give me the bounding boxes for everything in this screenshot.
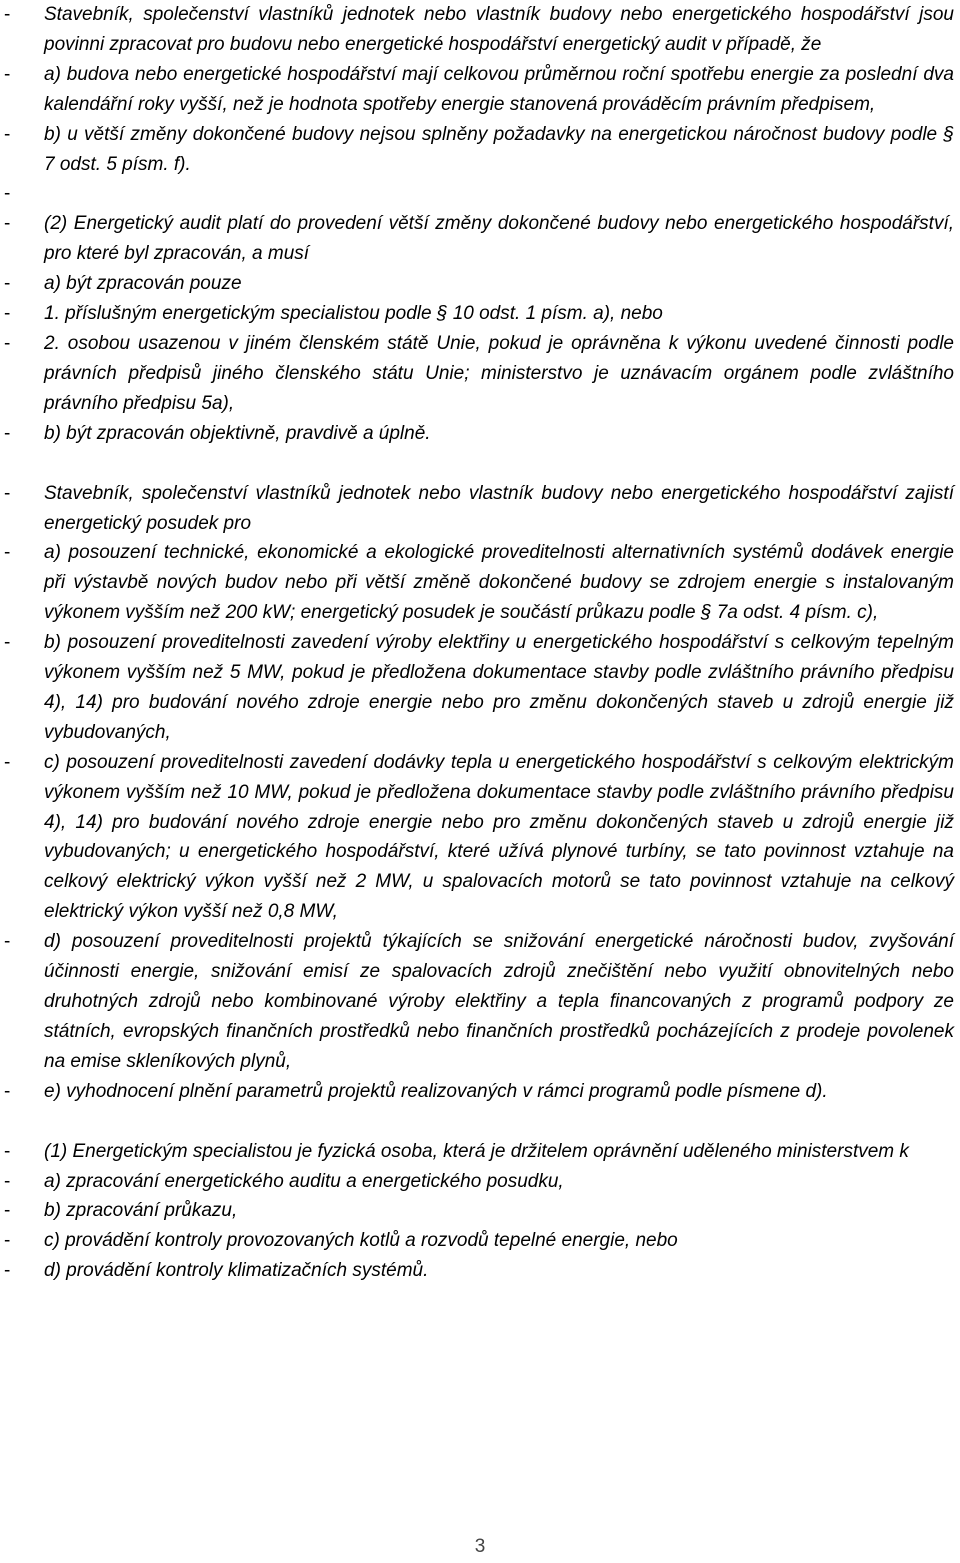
list-item-text: d) provádění kontroly klimatizačních systémů. xyxy=(44,1260,429,1282)
list-bullet: - xyxy=(4,632,11,654)
list-item xyxy=(0,60,960,120)
list-item xyxy=(0,1137,960,1167)
list-bullet: - xyxy=(4,4,11,25)
list-item-text: a) zpracování energetického auditu a energetického posudku, xyxy=(44,1170,564,1192)
list-item-text: c) provádění kontroly provozovaných kotlů a rozvodů tepelné energie, nebo xyxy=(44,1230,678,1252)
list-item-text: a) být zpracován pouze xyxy=(44,273,242,295)
list-bullet: - xyxy=(4,542,11,564)
list-item-text: a) posouzení technické, ekonomické a ekologické proveditelnosti alternativních systémů dodávek energie při výstavbě nových budov nebo při větší změně dokončené budovy se zdrojem energie s instalovaným výkonem vyšším než 200 kW; energetický posudek je součástí průkazu podle § 7a odst. 4 písm. c), xyxy=(44,542,954,624)
paragraph-spacer xyxy=(0,1107,960,1137)
list-item-text: c) posouzení proveditelnosti zavedení dodávky tepla u energetického hospodářství s celkovým elektrickým výkonem vyšším než 10 MW, pokud je předložena dokumentace stavby podle zvláštního právního předpisu 4), 14) pro budování nového zdroje energie nebo pro změnu dokončených staveb u zdrojů energie již vybudovaných; u energetického hospodářství, které užívá plynové turbíny, se tato povinnost vztahuje na celkový elektrický výkon vyšší než 2 MW, u spalovacích motorů se tato povinnost vztahuje na celkový elektrický výkon vyšší než 0,8 MW, xyxy=(44,751,954,923)
list-item xyxy=(0,628,960,748)
list-item-text: b) u větší změny dokončené budovy nejsou splněny požadavky na energetickou náročnost budovy podle § 7 odst. 5 písm. f). xyxy=(44,123,954,175)
list-item xyxy=(0,329,960,419)
list-bullet: - xyxy=(4,1080,11,1102)
page-number: 3 xyxy=(474,1536,486,1557)
list-bullet: - xyxy=(4,273,11,295)
list-bullet: - xyxy=(4,482,11,504)
list-item-text: a) budova nebo energetické hospodářství mají celkovou průměrnou roční spotřebu energie za poslední dva kalendářní roky vyšší, než je hodnota spotřeby energie stanovená prováděcím právním předpisem, xyxy=(44,63,954,115)
list-item-text: b) být zpracován objektivně, pravdivě a úplně. xyxy=(44,422,431,444)
list-bullet: - xyxy=(4,332,11,354)
list-item-text: (1) Energetickým specialistou je fyzická osoba, která je držitelem oprávnění uděleného ministerstvem k xyxy=(44,1140,909,1162)
list-item-text: Stavebník, společenství vlastníků jednotek nebo vlastník budovy nebo energetického hospodářství zajistí energetický posudek pro xyxy=(44,482,954,534)
list-item-text: e) vyhodnocení plnění parametrů projektů realizovaných v rámci programů podle písmene d). xyxy=(44,1080,828,1102)
list-item xyxy=(0,538,960,628)
list-bullet: - xyxy=(4,931,11,953)
list-bullet: - xyxy=(4,303,11,325)
list-bullet: - xyxy=(4,1230,11,1252)
list-item xyxy=(0,419,960,449)
list-item-text: (2) Energetický audit platí do provedení větší změny dokončené budovy nebo energetického hospodářství, pro které byl zpracován, a musí xyxy=(44,213,954,265)
list-bullet: - xyxy=(4,422,11,444)
list-item xyxy=(0,748,960,927)
list-bullet: - xyxy=(4,751,11,773)
list-item-text: d) posouzení proveditelnosti projektů týkajících se snižování energetické náročnosti budov, zvyšování účinnosti energie, snižování emisí ze spalovacích zdrojů znečištění nebo využití obnovitelných nebo druhotných zdrojů nebo kombinované výroby elektřiny a tepla financovaných z programů podpory ze státních, evropských finančních prostředků nebo finančních prostředků pocházejících z prodeje povolenek na emise skleníkových plynů, xyxy=(44,931,954,1072)
list-item xyxy=(0,927,960,1077)
list-bullet: - xyxy=(4,1260,11,1282)
list-bullet: - xyxy=(4,123,11,145)
list-item xyxy=(0,1226,960,1256)
list-item-text: 1. příslušným energetickým specialistou podle § 10 odst. 1 písm. a), nebo xyxy=(44,303,663,325)
list-item xyxy=(0,479,960,539)
list-bullet: - xyxy=(4,183,11,205)
list-bullet: - xyxy=(4,1170,11,1192)
list-item xyxy=(0,209,960,269)
list-item xyxy=(0,299,960,329)
list-item-text: b) zpracování průkazu, xyxy=(44,1200,238,1222)
list-item-text: 2. osobou usazenou v jiném členském státě Unie, pokud je oprávněna k výkonu uvedené činnosti podle právních předpisů jiného členského státu Unie; ministerstvo je uznávacím orgánem podle zvláštního právního předpisu 5a), xyxy=(44,332,954,414)
list-bullet: - xyxy=(4,213,11,235)
paragraph-spacer xyxy=(0,449,960,479)
list-bullet: - xyxy=(4,1200,11,1222)
list-item-text: Stavebník, společenství vlastníků jednotek nebo vlastník budovy nebo energetického hospodářství jsou povinni zpracovat pro budovu nebo energetické hospodářství energetický audit v případě, že xyxy=(44,4,954,55)
list-item xyxy=(0,179,960,209)
list-item xyxy=(0,1256,960,1286)
list-bullet: - xyxy=(4,1140,11,1162)
list-item xyxy=(0,269,960,299)
list-item xyxy=(0,0,960,60)
list-item xyxy=(0,1077,960,1107)
list-item xyxy=(0,120,960,180)
list-bullet: - xyxy=(4,63,11,85)
list-item xyxy=(0,1196,960,1226)
list-item xyxy=(0,1167,960,1197)
list-item-text: b) posouzení proveditelnosti zavedení výroby elektřiny u energetického hospodářství s celkovým tepelným výkonem vyšším než 5 MW, pokud je předložena dokumentace stavby podle zvláštního právního předpisu 4), 14) pro budování nového zdroje energie nebo pro změnu dokončených staveb u zdrojů energie již vybudovaných, xyxy=(44,632,954,743)
